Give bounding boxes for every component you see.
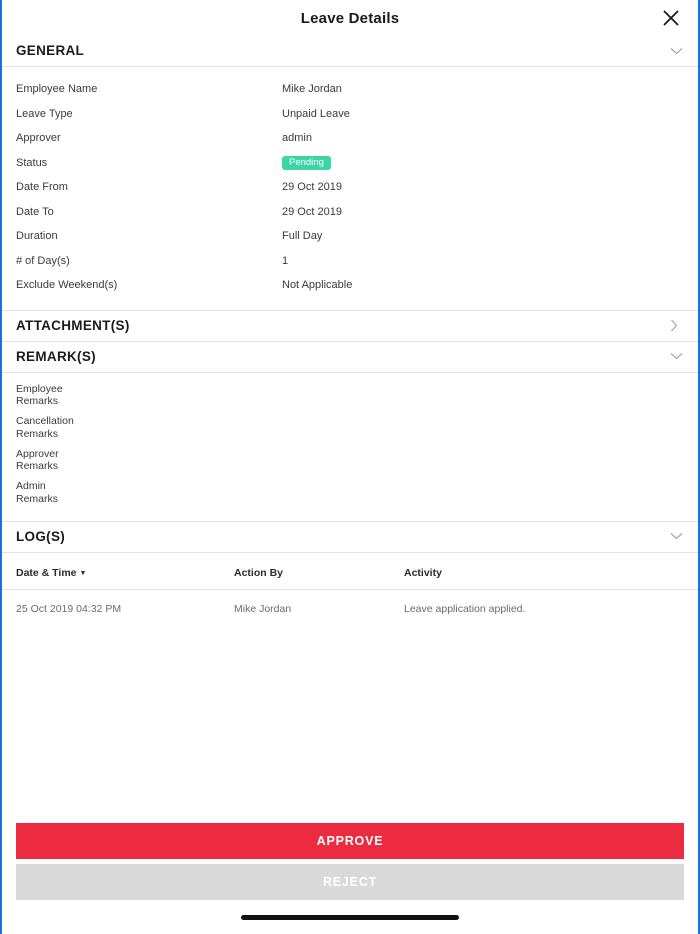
section-header-attachments[interactable]	[2, 310, 698, 342]
field-row	[2, 102, 698, 127]
field-value: 29 Oct 2019	[282, 181, 342, 194]
content-spacer	[2, 615, 698, 823]
section-title-attachments: ATTACHMENT(S)	[16, 317, 130, 333]
remark-label: Cancellation Remarks	[16, 415, 74, 440]
sort-desc-icon: ▼	[79, 569, 87, 577]
cell-datetime: 25 Oct 2019 04:32 PM	[16, 602, 122, 615]
field-value: admin	[282, 132, 312, 145]
field-label: Duration	[16, 230, 58, 243]
field-value: 29 Oct 2019	[282, 205, 342, 218]
chevron-down-icon[interactable]	[670, 532, 684, 540]
home-indicator-area	[2, 900, 698, 934]
chevron-down-icon[interactable]	[670, 47, 684, 55]
section-header-general[interactable]	[2, 36, 698, 67]
column-header-activity[interactable]: Activity	[404, 553, 698, 590]
field-label: Exclude Weekend(s)	[16, 279, 118, 292]
field-label: Approver	[16, 132, 61, 145]
section-header-remarks[interactable]	[2, 342, 698, 373]
field-row	[2, 77, 698, 102]
remarks-fields	[2, 373, 698, 521]
modal-header	[2, 0, 698, 36]
field-label: Employee Name	[16, 83, 98, 96]
chevron-down-icon[interactable]	[670, 352, 684, 360]
modal-body	[2, 36, 698, 934]
column-header-datetime[interactable]	[2, 553, 234, 590]
field-value: Unpaid Leave	[282, 107, 350, 120]
home-indicator[interactable]	[241, 915, 459, 920]
field-label: Date From	[16, 181, 68, 194]
field-value: Full Day	[282, 230, 323, 243]
remark-row	[2, 480, 698, 506]
chevron-right-icon[interactable]	[670, 319, 684, 332]
column-header-datetime-label: Date & Time	[16, 566, 77, 579]
logs-table	[2, 553, 698, 615]
field-label: # of Day(s)	[16, 254, 70, 267]
page-title: Leave Details	[300, 9, 400, 27]
remark-row	[2, 415, 698, 441]
general-fields	[2, 67, 698, 310]
table-header-row	[2, 553, 698, 590]
remark-label: Approver Remarks	[16, 447, 59, 473]
close-icon[interactable]	[658, 5, 684, 31]
remark-label: Employee Remarks	[16, 382, 63, 408]
field-row	[2, 224, 698, 249]
cell-actionby: Mike Jordan	[234, 602, 292, 615]
field-row	[2, 175, 698, 200]
section-title-general: GENERAL	[16, 43, 85, 58]
remark-label: Admin Remarks	[16, 480, 59, 506]
remark-row	[2, 383, 698, 409]
section-title-logs: LOG(S)	[16, 528, 66, 544]
field-value: Not Applicable	[282, 279, 353, 292]
column-header-actionby[interactable]: Action By	[234, 553, 404, 590]
action-footer	[2, 823, 698, 900]
field-value: Mike Jordan	[282, 83, 342, 96]
remark-row	[2, 448, 698, 474]
field-label: Status	[16, 156, 48, 169]
field-value: 1	[282, 254, 289, 267]
section-title-remarks: REMARK(S)	[16, 348, 96, 364]
field-row	[2, 273, 698, 298]
field-row	[2, 249, 698, 274]
field-row-status	[2, 151, 698, 176]
reject-button[interactable]: REJECT	[16, 864, 684, 900]
section-header-logs[interactable]	[2, 521, 698, 553]
cell-activity: Leave application applied.	[404, 602, 526, 615]
field-row	[2, 200, 698, 225]
field-label: Leave Type	[16, 107, 73, 120]
field-label: Date To	[16, 205, 54, 218]
field-row	[2, 126, 698, 151]
table-row	[2, 589, 698, 615]
approve-button[interactable]: APPROVE	[16, 823, 684, 859]
status-badge: Pending	[282, 156, 331, 171]
